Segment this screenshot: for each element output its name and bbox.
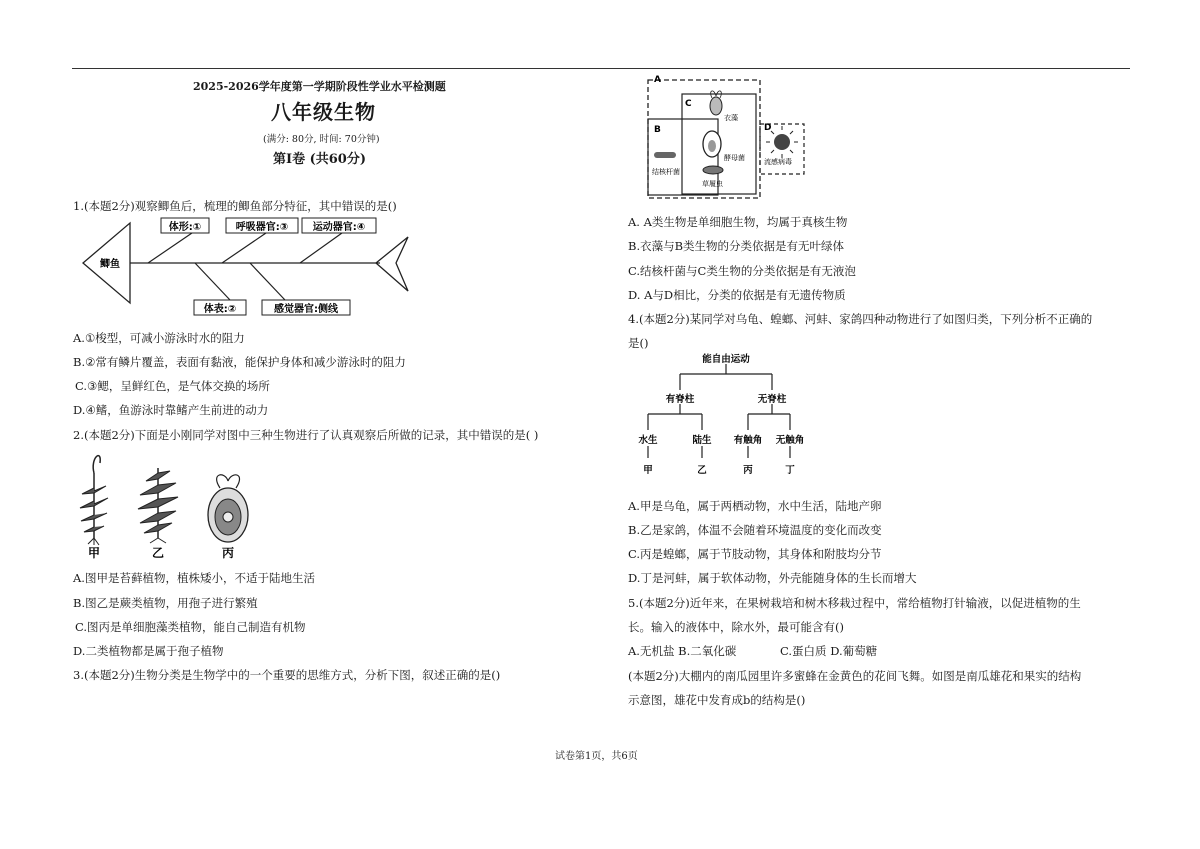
q3-option-d: D. A与D相比，分类的依据是有无遗传物质 [628, 288, 846, 302]
q4-stem-line2: 是() [628, 336, 649, 350]
q1-option-a: A.①梭型，可减小游泳时水的阻力 [73, 331, 245, 345]
q4-option-c: C.丙是蝗螂，属于节肢动物，其身体和附肢均分节 [628, 547, 882, 561]
exam-meta: (满分: 80分, 时间: 70分钟) [263, 134, 380, 145]
class-letter-d: D [764, 123, 772, 133]
q6-stem-line1: (本题2分)大棚内的南瓜园里许多蜜蜂在金黄色的花间飞舞。如图是南瓜雄花和果实的结构 [628, 669, 1082, 683]
tree-leaf-yi: 乙 [697, 465, 707, 476]
tree-vertebrate: 有脊柱 [665, 394, 695, 405]
moss-plant [80, 456, 108, 545]
q3-option-c: C.结核杆菌与C类生物的分类依据是有无液泡 [628, 264, 856, 278]
q5-options-cd: C.蛋白质 D.葡萄糖 [780, 644, 878, 658]
classification-diagram [640, 74, 812, 204]
organism-chlamydomonas: 衣藻 [724, 114, 738, 122]
q3-stem: 3.(本题2分)生物分类是生物学中的一个重要的思维方式，分析下图，叙述正确的是() [73, 668, 501, 682]
class-letter-b: B [654, 125, 661, 135]
tree-aquatic: 水生 [638, 435, 658, 446]
q1-stem: 1.(本题2分)观察鲫鱼后，梳理的鲫鱼部分特征，其中错误的是() [73, 199, 397, 213]
fish-diagram [80, 215, 420, 320]
q5-stem-line1: 5.(本题2分)近年来，在果树栽培和树木移栽过程中，常给植物打针输液，以促进植物的生 [628, 596, 1081, 610]
q6-stem-line2: 示意图，雄花中发育成b的结构是() [628, 693, 806, 707]
q2-option-c: C.图丙是单细胞藻类植物，能自己制造有机物 [75, 620, 306, 634]
class-letter-c: C [685, 99, 692, 109]
tree-leaf-ding: 丁 [785, 465, 795, 476]
q5-options-ab: A.无机盐 B.二氧化碳 [628, 644, 737, 658]
organism-paramecium: 草履虫 [702, 180, 723, 188]
top-rule [72, 68, 1130, 69]
q4-option-d: D.丁是河蚌，属于软体动物，外壳能随身体的生长而增大 [628, 571, 917, 585]
tree-leaf-jia: 甲 [643, 465, 653, 476]
organism-yeast: 酵母菌 [724, 154, 745, 162]
chlamydomonas-cell [208, 475, 248, 542]
q4-option-a: A.甲是乌龟，属于两栖动物，水中生活，陆地产卵 [628, 499, 882, 513]
animal-tree-diagram [630, 350, 820, 478]
plant-label-jia: 甲 [87, 546, 101, 560]
plants-illustration [70, 443, 280, 563]
q4-stem-line1: 4.(本题2分)某同学对乌龟、蝗螂、河蚌、家鸽四种动物进行了如图归类，下列分析不正确的 [628, 312, 1093, 326]
tree-root: 能自由运动 [702, 354, 750, 365]
tree-terrestrial: 陆生 [692, 435, 712, 446]
class-letter-a: A [654, 75, 661, 85]
tree-no-antenna: 无触角 [775, 435, 805, 446]
q1-option-d: D.④鳍，鱼游泳时靠鳍产生前进的动力 [73, 403, 269, 417]
page-footer: 试卷第1页，共6页 [555, 751, 638, 762]
q5-stem-line2: 长。输入的液体中，除水外，最可能含有() [628, 620, 844, 634]
exam-line: 2025-2026学年度第一学期阶段性学业水平检测题 [193, 80, 446, 93]
page-title: 八年级生物 [271, 100, 376, 124]
fish-tail-shape [376, 237, 408, 291]
q2-option-d: D.二类植物都是属于孢子植物 [73, 644, 224, 658]
section-title: 第Ⅰ卷 (共60分) [273, 152, 366, 167]
organism-flu-virus: 流感病毒 [764, 158, 792, 166]
organism-tb-bacillus: 结核杆菌 [652, 168, 680, 176]
tree-antenna: 有触角 [733, 435, 763, 446]
fish-box-shape: 体形:① [168, 222, 202, 233]
q2-option-b: B.图乙是蕨类植物，用孢子进行繁殖 [73, 596, 258, 610]
q3-option-b: B.衣藻与B类生物的分类依据是有无叶绿体 [628, 239, 845, 253]
tree-leaf-bing: 丙 [743, 465, 753, 476]
fish-box-sense: 感觉器官:侧线 [274, 304, 338, 315]
plant-label-yi: 乙 [151, 546, 165, 560]
q2-stem: 2.(本题2分)下面是小刚同学对图中三种生物进行了认真观察后所做的记录，其中错误的是( ) [73, 428, 539, 442]
q1-option-b: B.②常有鳞片覆盖，表面有黏液，能保护身体和减少游泳时的阻力 [73, 355, 406, 369]
q1-option-c: C.③鳃，呈鲜红色，是气体交换的场所 [75, 379, 270, 393]
tree-invertebrate: 无脊柱 [757, 394, 787, 405]
fish-box-surface: 体表:② [203, 304, 237, 315]
fish-head-label: 鲫鱼 [100, 259, 120, 270]
q3-option-a: A. A类生物是单细胞生物，均属于真核生物 [628, 215, 848, 229]
fish-box-movement: 运动器官:④ [312, 222, 366, 233]
q4-option-b: B.乙是家鸽，体温不会随着环境温度的变化而改变 [628, 523, 882, 537]
plant-label-bing: 丙 [221, 546, 235, 560]
fish-box-respiration: 呼吸器官:③ [235, 222, 289, 233]
q2-option-a: A.图甲是苔藓植物，植株矮小，不适于陆地生活 [73, 571, 315, 585]
fern-plant [138, 468, 178, 543]
